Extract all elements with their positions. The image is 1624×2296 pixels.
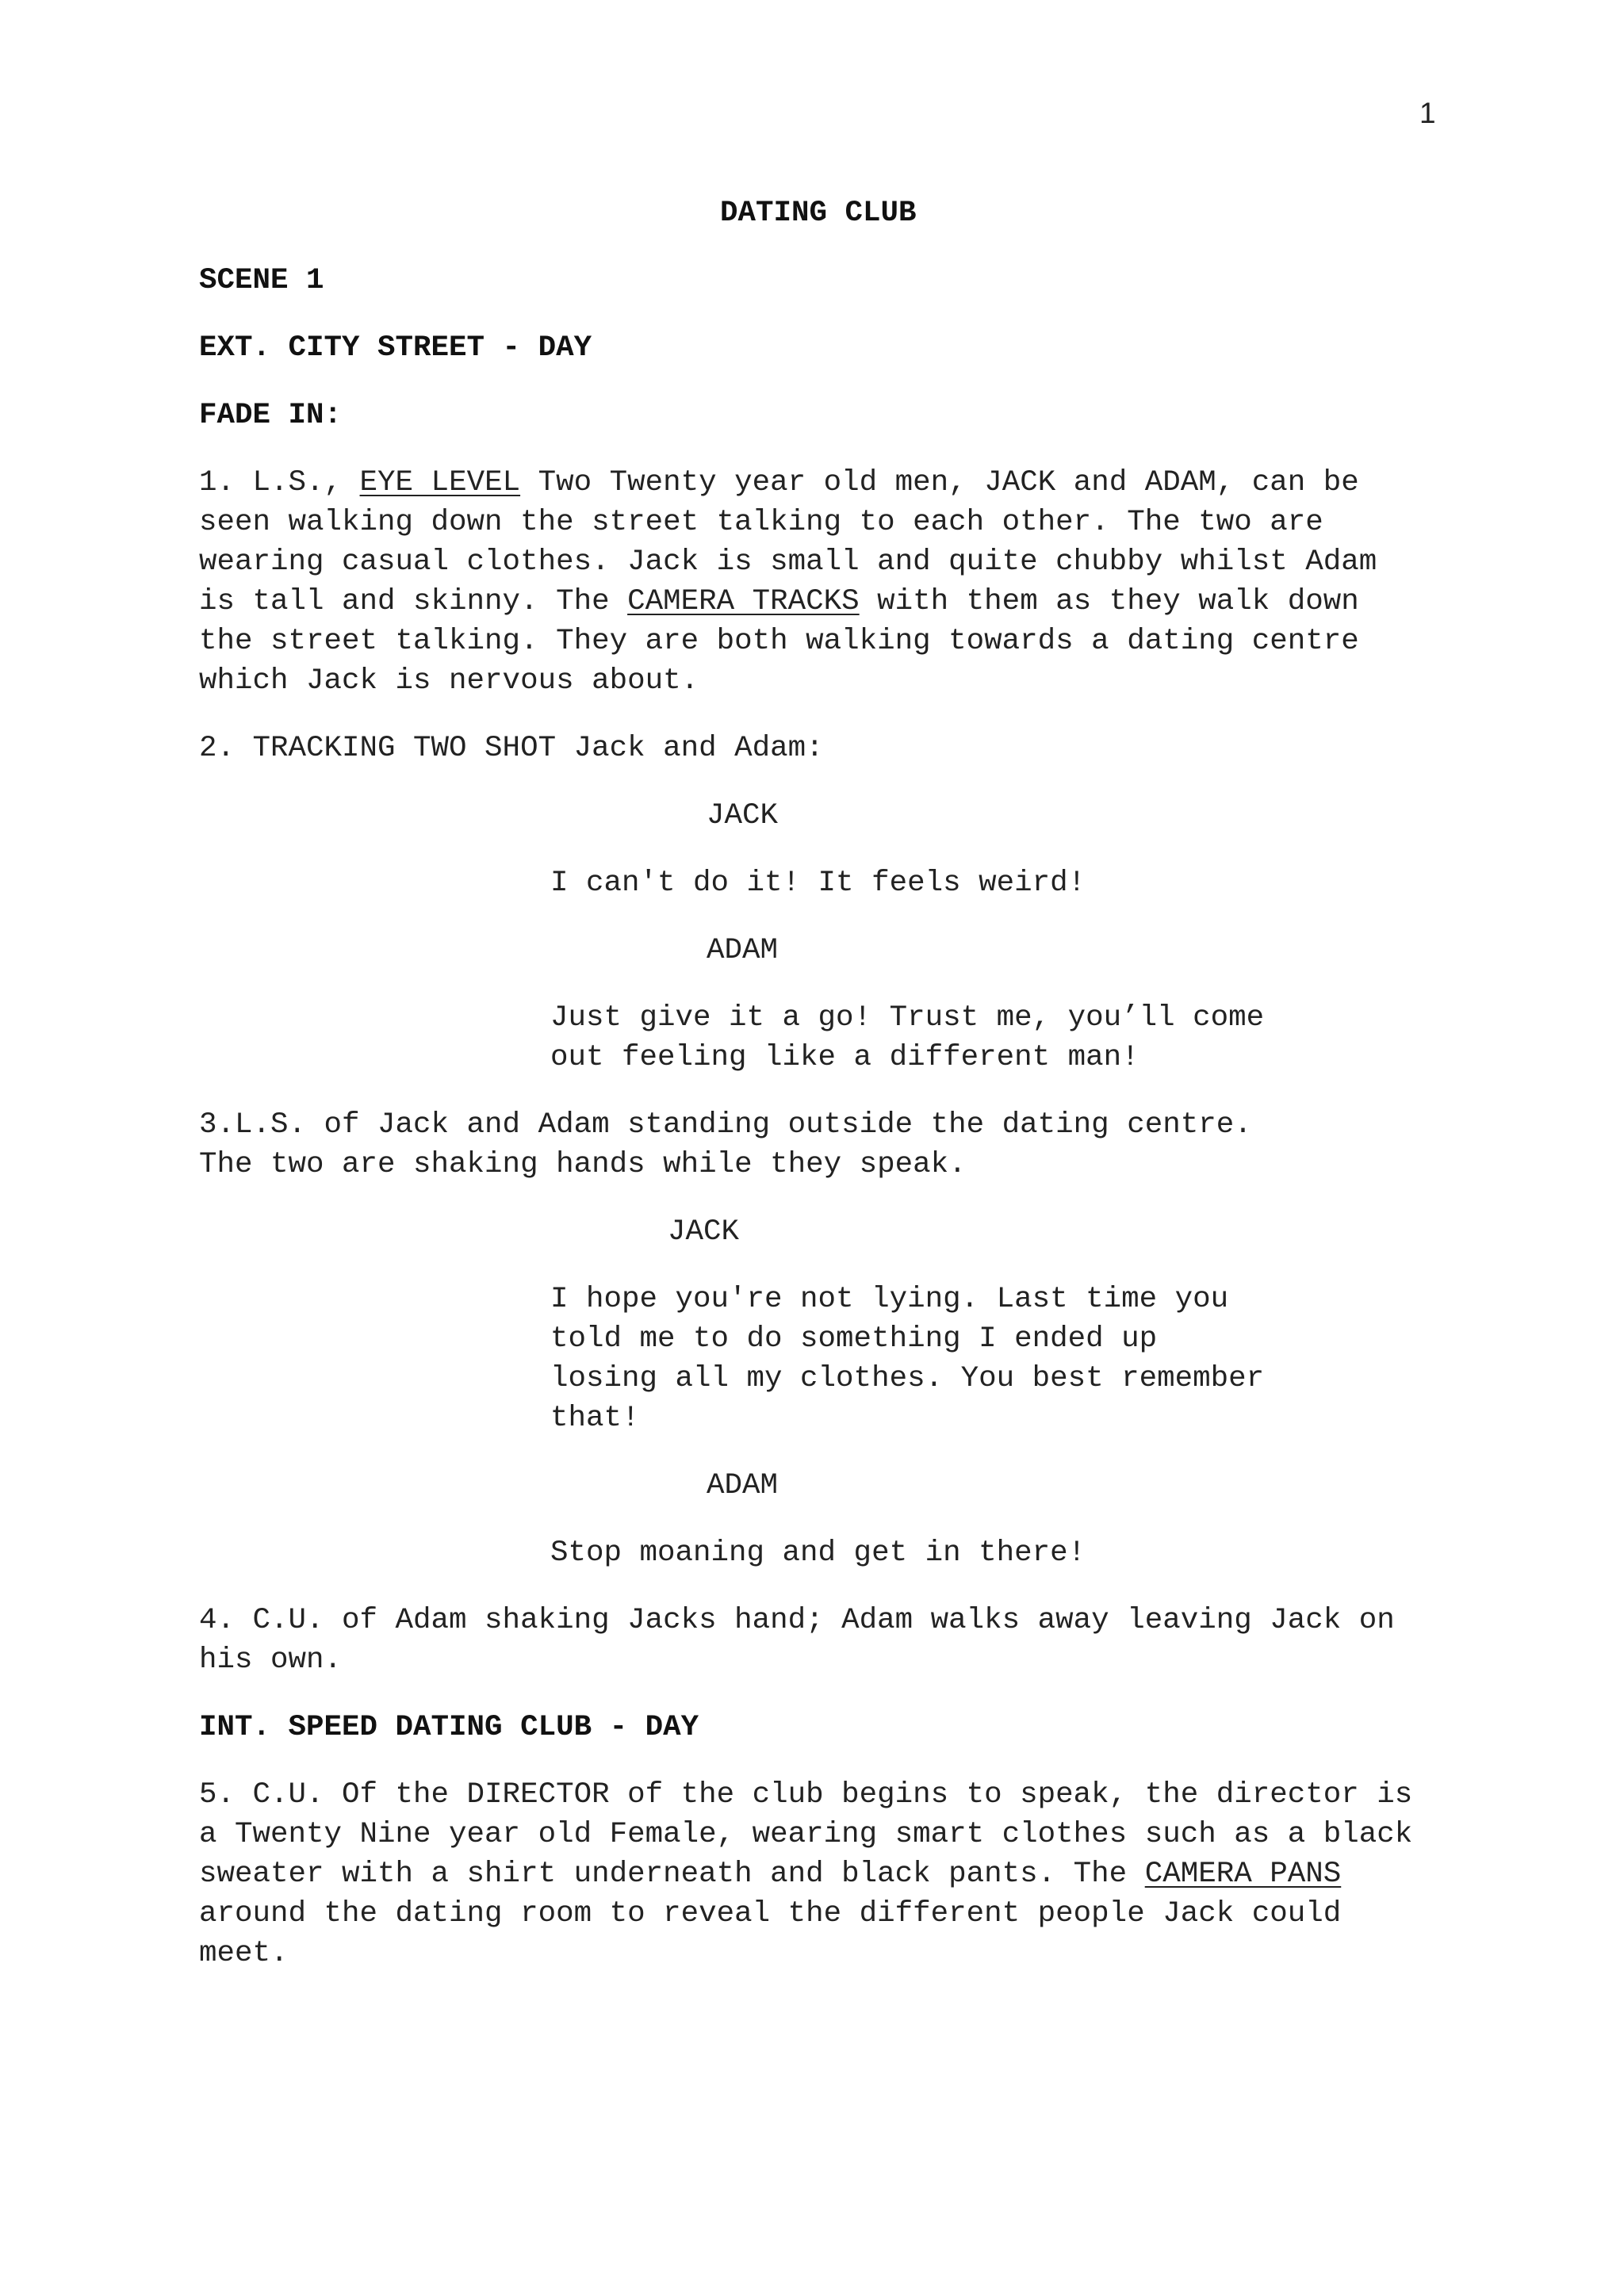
camera-direction-camera-pans: CAMERA PANS (1144, 1858, 1342, 1891)
dialogue-line: losing all my clothes. You best remember (550, 1362, 1265, 1395)
action-line: around the dating room to reveal the different people Jack could (199, 1897, 1342, 1931)
action-line: The two are shaking hands while they speak. (199, 1148, 967, 1181)
action-line: 4. C.U. of Adam shaking Jacks hand; Adam walks away leaving Jack on (199, 1604, 1395, 1637)
dialogue-adam: Stop moaning and get in there! (550, 1536, 1086, 1570)
camera-direction-camera-tracks: CAMERA TRACKS (627, 585, 860, 618)
action-line: is tall and skinny. The CAMERA TRACKS with them as they walk down (199, 585, 1359, 618)
dialogue-jack: I can't do it! It feels weird! (550, 867, 1086, 900)
action-line: the street talking. They are both walking towards a dating centre (199, 625, 1359, 658)
screenplay-title: DATING CLUB (720, 197, 917, 230)
action-line: 3.L.S. of Jack and Adam standing outside the dating centre. (199, 1108, 1252, 1142)
dialogue-line: I hope you're not lying. Last time you (550, 1283, 1229, 1316)
transition-fade-in: FADE IN: (199, 399, 343, 432)
slugline-ext-city-street: EXT. CITY STREET - DAY (199, 331, 592, 365)
action-line: seen walking down the street talking to each other. The two are (199, 506, 1323, 539)
dialogue-line: that! (550, 1402, 640, 1435)
dialogue-line: out feeling like a different man! (550, 1041, 1139, 1074)
character-name-adam: ADAM (707, 934, 779, 967)
scene-heading: SCENE 1 (199, 264, 324, 297)
character-name-adam: ADAM (707, 1469, 779, 1502)
action-line: wearing casual clothes. Jack is small and quite chubby whilst Adam (199, 545, 1377, 579)
slugline-int-speed-dating-club: INT. SPEED DATING CLUB - DAY (199, 1711, 699, 1744)
action-line: a Twenty Nine year old Female, wearing smart clothes such as a black (199, 1818, 1413, 1851)
action-line: which Jack is nervous about. (199, 664, 699, 698)
camera-direction-eye-level: EYE LEVEL (359, 466, 521, 499)
action-line: his own. (199, 1644, 343, 1677)
dialogue-line: told me to do something I ended up (550, 1322, 1158, 1356)
action-line: meet. (199, 1937, 289, 1970)
action-line: sweater with a shirt underneath and black pants. The CAMERA PANS (199, 1858, 1342, 1891)
action-line: 1. L.S., EYE LEVEL Two Twenty year old men, JACK and ADAM, can be (199, 466, 1359, 499)
action-block-2: 2. TRACKING TWO SHOT Jack and Adam: (199, 732, 824, 765)
dialogue-line: Just give it a go! Trust me, you’ll come (550, 1001, 1265, 1035)
page-number: 1 (1419, 97, 1436, 129)
action-line: 5. C.U. Of the DIRECTOR of the club begins to speak, the director is (199, 1778, 1413, 1812)
character-name-jack: JACK (707, 799, 779, 832)
character-name-jack: JACK (668, 1215, 740, 1249)
